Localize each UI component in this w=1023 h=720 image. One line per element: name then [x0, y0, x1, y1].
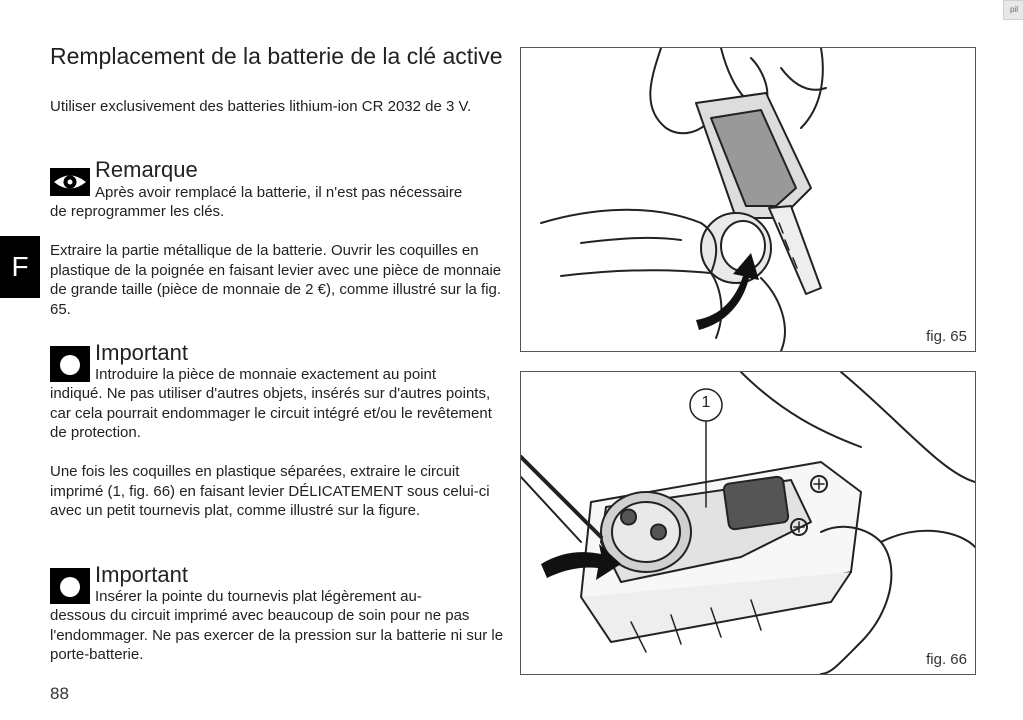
note-text-first: Après avoir remplacé la batterie, il n'est pas nécessaire [95, 184, 463, 201]
figure-66-caption: fig. 66 [926, 651, 967, 668]
warning-circle-icon [50, 568, 90, 604]
note-heading: Remarque [95, 157, 198, 182]
page-title: Remplacement de la batterie de la clé active [50, 43, 503, 69]
figure-65-caption: fig. 65 [926, 328, 967, 345]
key-coin-illustration [521, 48, 975, 351]
note-text-rest: de reprogrammer les clés. [50, 203, 225, 220]
warning-circle-icon [50, 346, 90, 382]
important-text-first-2: Insérer la pointe du tournevis plat légèrement au- [95, 588, 422, 605]
figure-66 [520, 371, 976, 675]
eye-icon [50, 168, 90, 196]
important-text-rest-1: indiqué. Ne pas utiliser d'autres objets, insérés sur d'autres points, car cela pourrait endommager le circuit intégré et/ou le revêtement de protection. [50, 385, 492, 441]
important-heading-1: Important [95, 340, 188, 365]
instruction-paragraph-1: Extraire la partie métallique de la batterie. Ouvrir les coquilles en plastique de la poignée en faisant levier avec une pièce de monnaie de grande taille (pièce de monnaie de 2 €), comme illustré sur la fig. 65. [50, 242, 502, 318]
circuit-board-illustration [521, 372, 975, 674]
figure-65 [520, 47, 976, 352]
important-text-rest-2: dessous du circuit imprimé avec beaucoup de soin pour ne pas l'endommager. Ne pas exercer de la pression sur la batterie ni sur le porte-batterie. [50, 607, 504, 663]
intro-text: Utiliser exclusivement des batteries lithium-ion CR 2032 de 3 V. [50, 98, 472, 115]
instruction-paragraph-2: Une fois les coquilles en plastique séparées, extraire le circuit imprimé (1, fig. 66) en faisant levier DÉLICATEMENT sous celui-ci avec un petit tournevis plat, comme illustré sur la figure. [50, 463, 490, 519]
page-number: 88 [50, 684, 69, 703]
important-text-first-1: Introduire la pièce de monnaie exactement au point [95, 366, 437, 383]
important-heading-2: Important [95, 562, 188, 587]
language-tab: F [0, 236, 40, 298]
figure-66-callout: 1 [701, 394, 711, 411]
viewer-page-badge[interactable]: pil [1003, 0, 1023, 20]
